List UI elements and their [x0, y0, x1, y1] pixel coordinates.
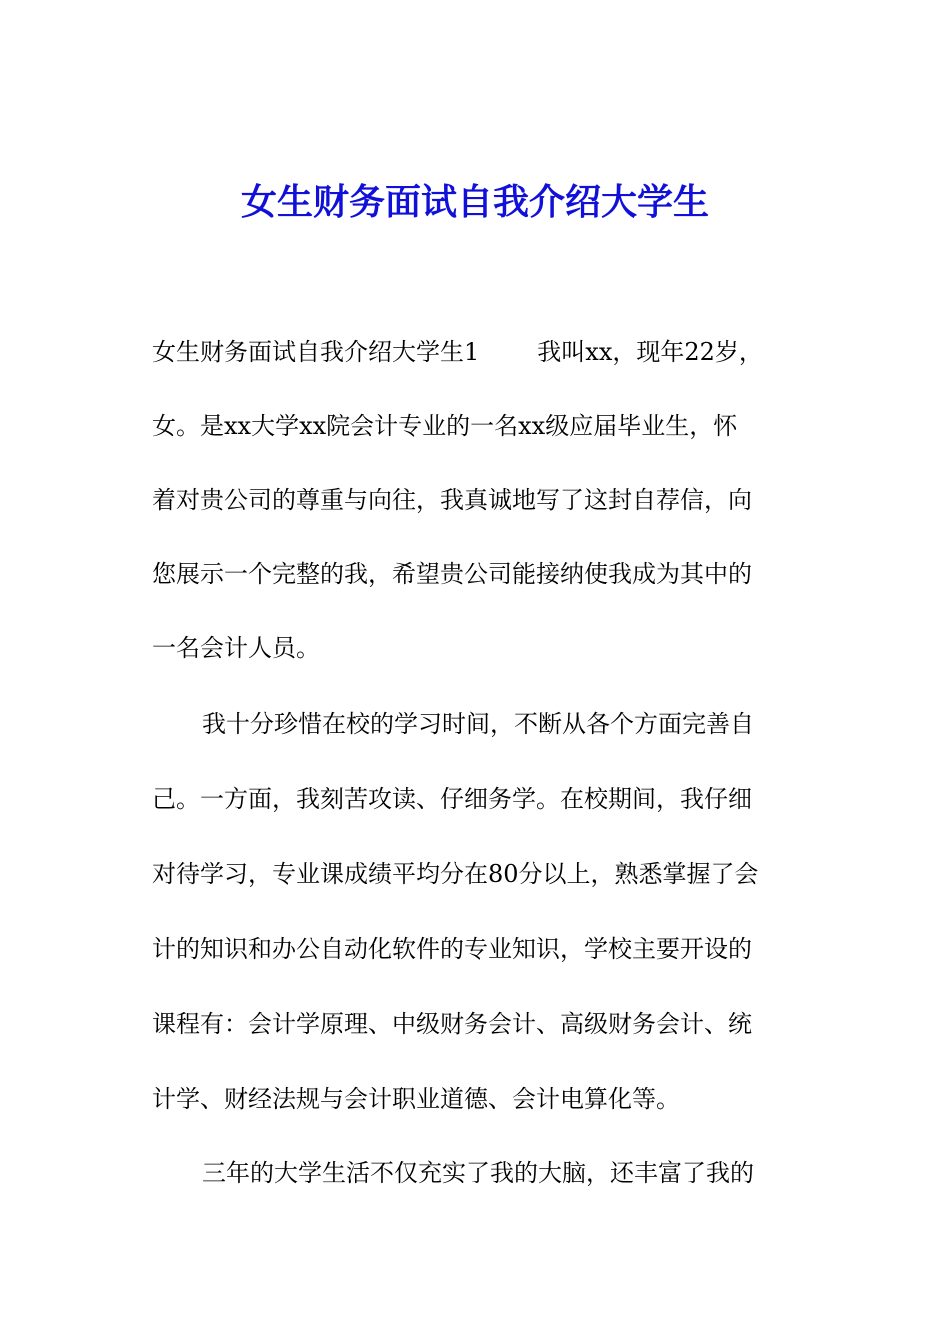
- paragraph-line: [152, 332, 763, 372]
- intro-text: 我叫xx，现年22岁，: [537, 338, 763, 366]
- paragraph-line: 对待学习，专业课成绩平均分在80分以上，熟悉掌握了会: [152, 860, 759, 888]
- paragraph-line: 计的知识和办公自动化软件的专业知识，学校主要开设的: [152, 935, 752, 963]
- paragraph-line: 己。一方面，我刻苦攻读、仔细务学。在校期间，我仔细: [152, 785, 752, 813]
- section-heading: 女生财务面试自我介绍大学生1: [152, 338, 480, 366]
- paragraph-line: 课程有：会计学原理、中级财务会计、高级财务会计、统: [152, 1010, 752, 1038]
- paragraph-line: 您展示一个完整的我，希望贵公司能接纳使我成为其中的: [152, 560, 752, 588]
- document-title: 女生财务面试自我介绍大学生: [240, 181, 709, 223]
- paragraph-line: 着对贵公司的尊重与向往，我真诚地写了这封自荐信，向: [152, 486, 752, 514]
- paragraph-line: 计学、财经法规与会计职业道德、会计电算化等。: [152, 1085, 680, 1113]
- paragraph-line: 女。是xx大学xx院会计专业的一名xx级应届毕业生，怀: [152, 412, 738, 440]
- paragraph-line: 我十分珍惜在校的学习时间，不断从各个方面完善自: [202, 710, 754, 738]
- paragraph-line: 一名会计人员。: [152, 634, 320, 662]
- paragraph-line: 三年的大学生活不仅充实了我的大脑，还丰富了我的: [202, 1159, 754, 1187]
